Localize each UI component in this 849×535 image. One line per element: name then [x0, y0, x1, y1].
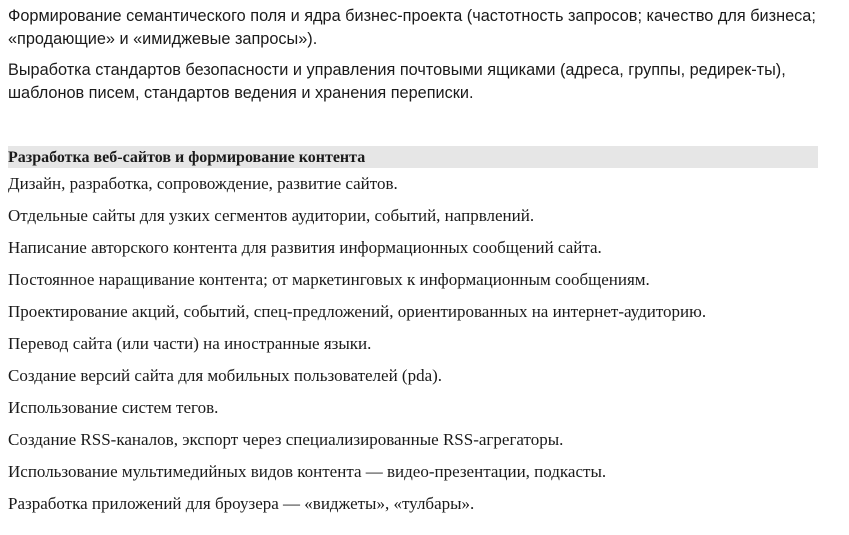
- intro-paragraph-mail-standards: Выработка стандартов безопасности и управления почтовыми ящиками (адреса, группы, редирек-ты), шаблонов писем, стандартов ведения и хранения переписки.: [8, 61, 786, 102]
- list-item: Разработка приложений для броузера — «виджеты», «тулбары».: [8, 494, 475, 513]
- document-page: [8, 0, 818, 520]
- list-item: Написание авторского контента для развития информационных сообщений сайта.: [8, 238, 602, 257]
- list-item: Проектирование акций, событий, спец-предложений, ориентированных на интернет-аудиторию.: [8, 302, 707, 321]
- list-item: Дизайн, разработка, сопровождение, развитие сайтов.: [8, 174, 398, 193]
- list-item: Создание версий сайта для мобильных пользователей (pda).: [8, 366, 443, 385]
- list-item: Использование мультимедийных видов контента — видео-презентации, подкасты.: [8, 462, 607, 481]
- section-heading: Разработка веб-сайтов и формирование контента: [8, 146, 818, 168]
- section-item-list: [8, 168, 818, 520]
- list-item: Постоянное наращивание контента; от маркетинговых к информационным сообщениям.: [8, 270, 650, 289]
- list-item: Использование систем тегов.: [8, 398, 219, 417]
- list-item: Перевод сайта (или части) на иностранные языки.: [8, 334, 372, 353]
- list-item: Создание RSS-каналов, экспорт через специализированные RSS-агрегаторы.: [8, 430, 564, 449]
- intro-paragraph-semantic-core: Формирование семантического поля и ядра бизнес-проекта (частотность запросов; качество для бизнеса; «продающие» и «имиджевые запросы»).: [8, 7, 816, 48]
- list-item: Отдельные сайты для узких сегментов аудитории, событий, напрвлений.: [8, 206, 535, 225]
